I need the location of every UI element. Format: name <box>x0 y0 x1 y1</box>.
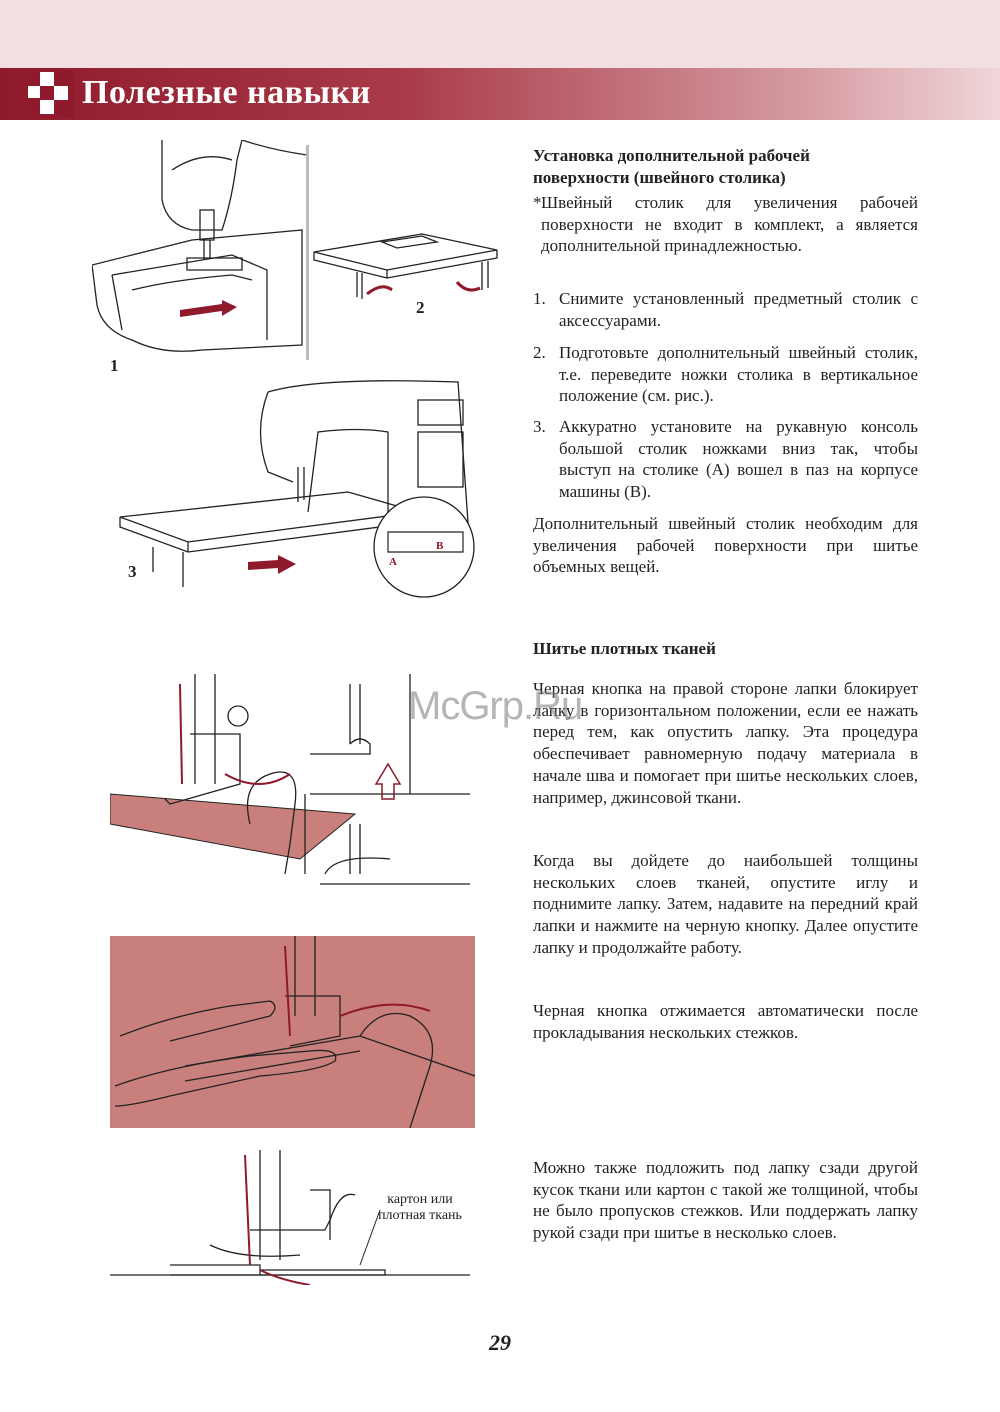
paragraph-thickness: Когда вы дойдете до наибольшей толщины нескольких слоев тканей, опустите иглу и поднимите лапку. Затем, надавите на передний край лапки и нажмите на черную кнопку. Далее опустите лапку и продолжайте работу. <box>533 851 918 957</box>
top-band <box>0 0 1000 68</box>
fabric-background <box>110 936 475 1128</box>
step-number: 2. <box>533 343 546 362</box>
note-text: Швейный столик для увеличения рабочей поверхности не входит в комплект, а является дополнительной принадлежностью. <box>541 193 918 256</box>
figure-label-b: B <box>436 540 444 552</box>
figure-label-2: 2 <box>416 298 425 317</box>
step-number: 3. <box>533 417 546 436</box>
rotate-arrow-icon <box>457 282 480 290</box>
figure-label-3: 3 <box>128 562 137 581</box>
step-2 <box>533 342 918 407</box>
page-title: Полезные навыки <box>82 74 371 111</box>
arrow-left-icon <box>180 300 237 317</box>
step-number: 1. <box>533 289 546 308</box>
figure-table-installed <box>118 372 478 612</box>
figure-remove-table <box>92 140 310 370</box>
heading-line-2: поверхности (швейного столика) <box>533 168 786 187</box>
watermark: McGrp.Ru <box>408 684 583 728</box>
figure-label-a: A <box>389 556 397 568</box>
divider-line <box>306 145 309 360</box>
paragraph-cardboard: Можно также подложить под лапку сзади другой кусок ткани или картон с такой же толщиной, чтобы не было пропусков стежков. Или поддержать лапку рукой сзади при шитье в несколько слоев. <box>533 1158 918 1243</box>
section-heading-extension <box>533 145 918 189</box>
page-number: 29 <box>489 1330 511 1355</box>
figure-label-1: 1 <box>110 356 119 375</box>
detail-zoom-circle <box>374 497 474 597</box>
note-accessory <box>533 192 918 257</box>
note-marker: * <box>533 193 542 212</box>
paragraph-auto-release: Черная кнопка отжимается автоматически после прокладывания нескольких стежков. <box>533 1001 918 1042</box>
paragraph-button: Черная кнопка на правой стороне лапки блокирует лапку в горизонтальном положении, если ее нажать перед тем, как опустить лапку. Эта процедура обеспечивает равномерную подачу материала в начале шва и помогает при шитье нескольких слоев, например, джинсовой ткани. <box>533 679 918 807</box>
step-3 <box>533 416 918 503</box>
cardboard-callout: картон или плотная ткань <box>378 1192 462 1223</box>
rotate-arrow-icon <box>367 287 392 294</box>
arrow-right-icon <box>248 555 296 574</box>
figure-hands-sewing <box>110 936 475 1128</box>
step-1 <box>533 288 918 331</box>
figure-extension-table <box>312 222 502 312</box>
step-text: Подготовьте дополнительный швейный столик, т.е. переведите ножки столика в вертикальное положение (см. рис.). <box>559 343 918 406</box>
section-heading-thick-fabric: Шитье плотных тканей <box>533 639 716 658</box>
section-logo-icon <box>26 70 74 118</box>
heading-line-1: Установка дополнительной рабочей <box>533 146 810 165</box>
conclusion-text: Дополнительный швейный столик необходим для увеличения рабочей поверхности при шитье объемных вещей. <box>533 514 918 577</box>
step-text: Снимите установленный предметный столик с аксессуарами. <box>559 289 918 330</box>
step-text: Аккуратно установите на рукавную консоль большой столик ножками вниз так, чтобы выступ на столике (А) вошел в паз на корпусе машины (В). <box>559 417 918 502</box>
